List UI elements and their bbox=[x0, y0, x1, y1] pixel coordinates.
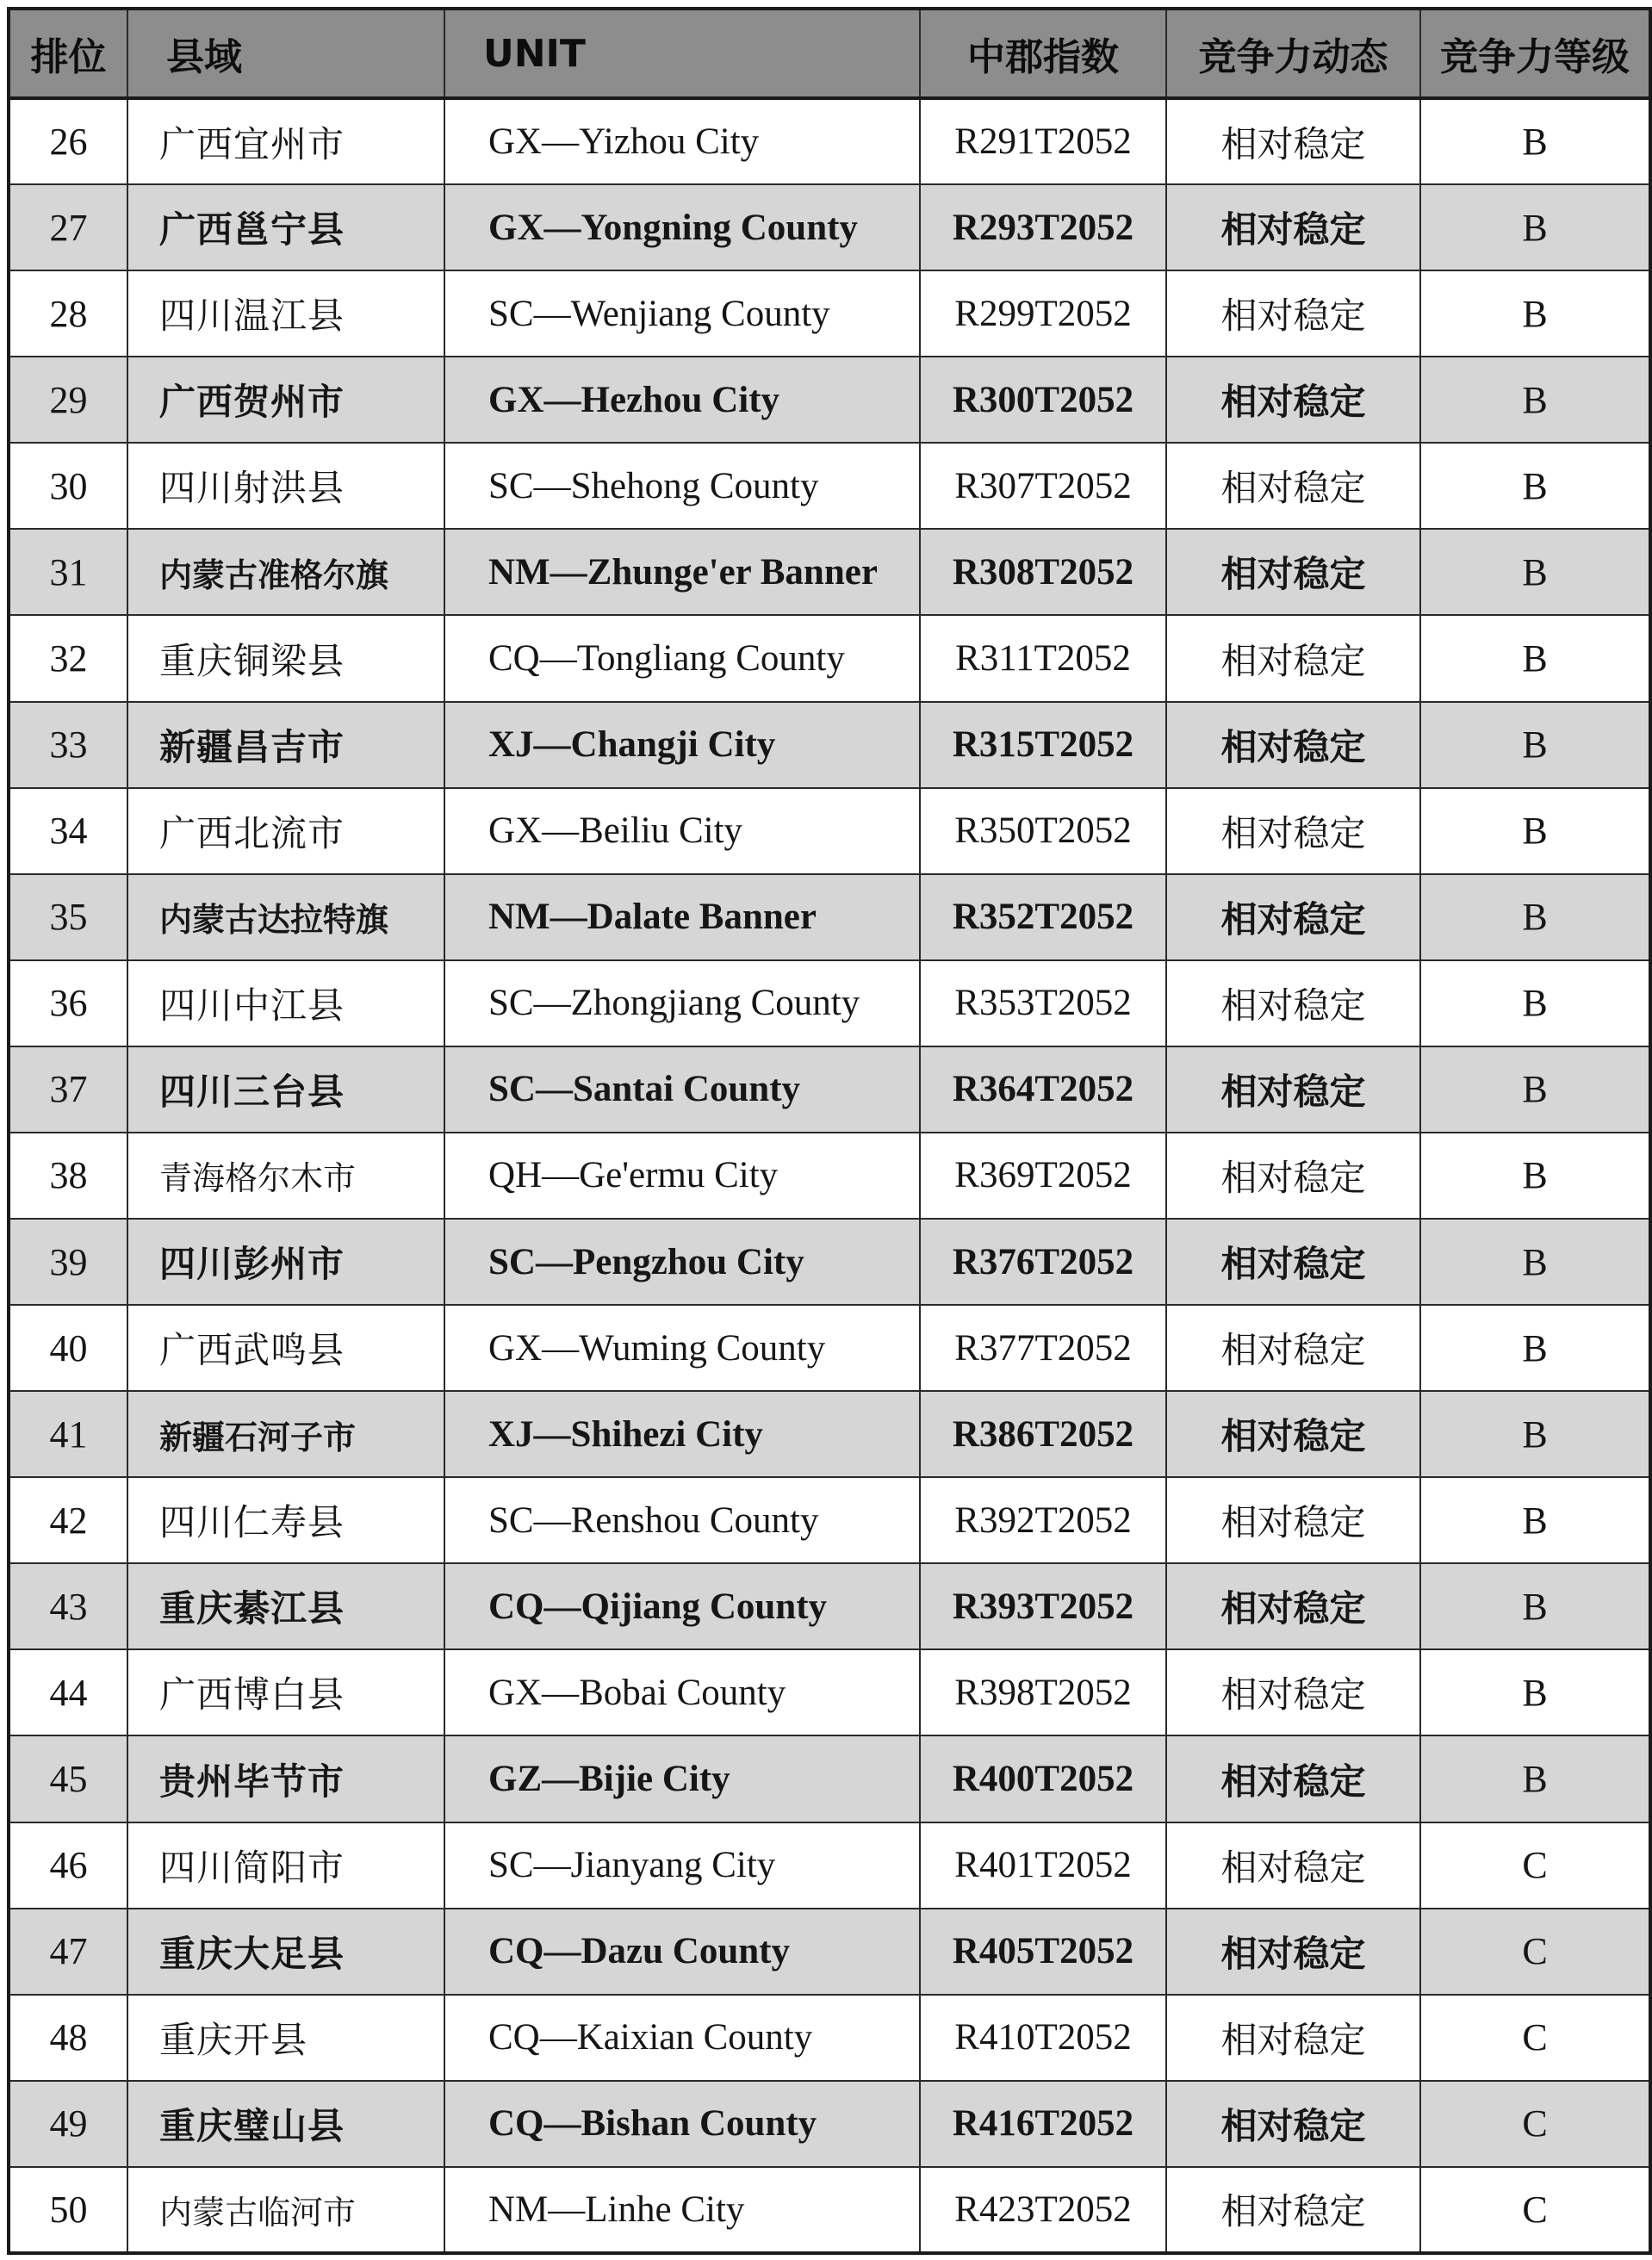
county-cell: 四川仁寿县 bbox=[127, 1477, 444, 1563]
grade-cell: B bbox=[1420, 443, 1650, 529]
rank-cell: 34 bbox=[9, 788, 127, 874]
table-row bbox=[9, 1995, 1650, 2081]
dynamic-cell: 相对稳定 bbox=[1166, 874, 1420, 960]
index-cell: R353T2052 bbox=[920, 960, 1166, 1046]
index-cell: R393T2052 bbox=[920, 1563, 1166, 1649]
unit-cell: SC—Renshou County bbox=[444, 1477, 920, 1563]
rank-cell: 29 bbox=[9, 357, 127, 443]
table-row bbox=[9, 788, 1650, 874]
rank-cell: 31 bbox=[9, 529, 127, 615]
unit-cell: GX—Yizhou City bbox=[444, 98, 920, 184]
unit-cell: CQ—Tongliang County bbox=[444, 615, 920, 701]
table-row bbox=[9, 529, 1650, 615]
dynamic-cell: 相对稳定 bbox=[1166, 2081, 1420, 2167]
rank-cell: 36 bbox=[9, 960, 127, 1046]
index-cell: R300T2052 bbox=[920, 357, 1166, 443]
ranking-table-page bbox=[7, 7, 1649, 2255]
grade-cell: B bbox=[1420, 1735, 1650, 1822]
rank-cell: 46 bbox=[9, 1822, 127, 1909]
unit-cell: GZ—Bijie City bbox=[444, 1735, 920, 1822]
county-cell: 新疆昌吉市 bbox=[127, 702, 444, 788]
rank-cell: 44 bbox=[9, 1649, 127, 1735]
table-row bbox=[9, 98, 1650, 184]
unit-cell: SC—Pengzhou City bbox=[444, 1219, 920, 1305]
dynamic-cell: 相对稳定 bbox=[1166, 788, 1420, 874]
rank-cell: 33 bbox=[9, 702, 127, 788]
dynamic-cell: 相对稳定 bbox=[1166, 1219, 1420, 1305]
header-dynamic: 竞争力动态 bbox=[1166, 9, 1420, 98]
grade-cell: B bbox=[1420, 702, 1650, 788]
county-cell: 四川简阳市 bbox=[127, 1822, 444, 1909]
unit-cell: CQ—Qijiang County bbox=[444, 1563, 920, 1649]
grade-cell: B bbox=[1420, 1219, 1650, 1305]
grade-cell: B bbox=[1420, 1563, 1650, 1649]
dynamic-cell: 相对稳定 bbox=[1166, 1305, 1420, 1391]
table-row bbox=[9, 357, 1650, 443]
table-row bbox=[9, 702, 1650, 788]
county-cell: 四川射洪县 bbox=[127, 443, 444, 529]
grade-cell: C bbox=[1420, 1822, 1650, 1909]
rank-cell: 43 bbox=[9, 1563, 127, 1649]
grade-cell: C bbox=[1420, 2081, 1650, 2167]
grade-cell: B bbox=[1420, 1046, 1650, 1133]
index-cell: R392T2052 bbox=[920, 1477, 1166, 1563]
dynamic-cell: 相对稳定 bbox=[1166, 1995, 1420, 2081]
county-cell: 广西北流市 bbox=[127, 788, 444, 874]
county-cell: 内蒙古准格尔旗 bbox=[127, 529, 444, 615]
unit-cell: XJ—Shihezi City bbox=[444, 1391, 920, 1477]
dynamic-cell: 相对稳定 bbox=[1166, 1909, 1420, 1995]
rank-cell: 35 bbox=[9, 874, 127, 960]
dynamic-cell: 相对稳定 bbox=[1166, 1822, 1420, 1909]
table-row bbox=[9, 615, 1650, 701]
dynamic-cell: 相对稳定 bbox=[1166, 1649, 1420, 1735]
county-cell: 新疆石河子市 bbox=[127, 1391, 444, 1477]
unit-cell: GX—Yongning County bbox=[444, 184, 920, 270]
rank-cell: 49 bbox=[9, 2081, 127, 2167]
unit-cell: GX—Bobai County bbox=[444, 1649, 920, 1735]
dynamic-cell: 相对稳定 bbox=[1166, 960, 1420, 1046]
unit-cell: XJ—Changji City bbox=[444, 702, 920, 788]
county-cell: 重庆开县 bbox=[127, 1995, 444, 2081]
rank-cell: 32 bbox=[9, 615, 127, 701]
index-cell: R416T2052 bbox=[920, 2081, 1166, 2167]
dynamic-cell: 相对稳定 bbox=[1166, 1133, 1420, 1219]
index-cell: R377T2052 bbox=[920, 1305, 1166, 1391]
header-county: 县域 bbox=[127, 9, 444, 98]
index-cell: R364T2052 bbox=[920, 1046, 1166, 1133]
county-cell: 广西武鸣县 bbox=[127, 1305, 444, 1391]
dynamic-cell: 相对稳定 bbox=[1166, 1563, 1420, 1649]
table-row bbox=[9, 1909, 1650, 1995]
table-row bbox=[9, 874, 1650, 960]
grade-cell: B bbox=[1420, 960, 1650, 1046]
dynamic-cell: 相对稳定 bbox=[1166, 357, 1420, 443]
rank-cell: 39 bbox=[9, 1219, 127, 1305]
index-cell: R423T2052 bbox=[920, 2167, 1166, 2253]
rank-cell: 50 bbox=[9, 2167, 127, 2253]
index-cell: R291T2052 bbox=[920, 98, 1166, 184]
dynamic-cell: 相对稳定 bbox=[1166, 443, 1420, 529]
rank-cell: 42 bbox=[9, 1477, 127, 1563]
index-cell: R293T2052 bbox=[920, 184, 1166, 270]
unit-cell: GX—Beiliu City bbox=[444, 788, 920, 874]
table-row bbox=[9, 1305, 1650, 1391]
county-cell: 广西邕宁县 bbox=[127, 184, 444, 270]
county-ranking-table bbox=[7, 7, 1652, 2255]
dynamic-cell: 相对稳定 bbox=[1166, 702, 1420, 788]
table-row bbox=[9, 1133, 1650, 1219]
unit-cell: NM—Linhe City bbox=[444, 2167, 920, 2253]
grade-cell: B bbox=[1420, 98, 1650, 184]
index-cell: R410T2052 bbox=[920, 1995, 1166, 2081]
table-body bbox=[9, 98, 1650, 2253]
grade-cell: B bbox=[1420, 1305, 1650, 1391]
dynamic-cell: 相对稳定 bbox=[1166, 2167, 1420, 2253]
dynamic-cell: 相对稳定 bbox=[1166, 529, 1420, 615]
table-row bbox=[9, 2081, 1650, 2167]
table-row bbox=[9, 1477, 1650, 1563]
header-rank: 排位 bbox=[9, 9, 127, 98]
table-row bbox=[9, 1649, 1650, 1735]
county-cell: 重庆綦江县 bbox=[127, 1563, 444, 1649]
unit-cell: NM—Dalate Banner bbox=[444, 874, 920, 960]
grade-cell: B bbox=[1420, 357, 1650, 443]
unit-cell: SC—Zhongjiang County bbox=[444, 960, 920, 1046]
rank-cell: 41 bbox=[9, 1391, 127, 1477]
index-cell: R376T2052 bbox=[920, 1219, 1166, 1305]
county-cell: 四川中江县 bbox=[127, 960, 444, 1046]
grade-cell: C bbox=[1420, 1909, 1650, 1995]
index-cell: R299T2052 bbox=[920, 270, 1166, 357]
unit-cell: CQ—Bishan County bbox=[444, 2081, 920, 2167]
index-cell: R315T2052 bbox=[920, 702, 1166, 788]
index-cell: R308T2052 bbox=[920, 529, 1166, 615]
unit-cell: CQ—Kaixian County bbox=[444, 1995, 920, 2081]
rank-cell: 38 bbox=[9, 1133, 127, 1219]
dynamic-cell: 相对稳定 bbox=[1166, 270, 1420, 357]
index-cell: R352T2052 bbox=[920, 874, 1166, 960]
rank-cell: 30 bbox=[9, 443, 127, 529]
rank-cell: 40 bbox=[9, 1305, 127, 1391]
dynamic-cell: 相对稳定 bbox=[1166, 1477, 1420, 1563]
index-cell: R350T2052 bbox=[920, 788, 1166, 874]
rank-cell: 45 bbox=[9, 1735, 127, 1822]
grade-cell: B bbox=[1420, 270, 1650, 357]
dynamic-cell: 相对稳定 bbox=[1166, 615, 1420, 701]
grade-cell: C bbox=[1420, 2167, 1650, 2253]
county-cell: 重庆铜梁县 bbox=[127, 615, 444, 701]
table-row bbox=[9, 1563, 1650, 1649]
grade-cell: C bbox=[1420, 1995, 1650, 2081]
index-cell: R400T2052 bbox=[920, 1735, 1166, 1822]
grade-cell: B bbox=[1420, 184, 1650, 270]
table-row bbox=[9, 1219, 1650, 1305]
index-cell: R386T2052 bbox=[920, 1391, 1166, 1477]
index-cell: R311T2052 bbox=[920, 615, 1166, 701]
grade-cell: B bbox=[1420, 874, 1650, 960]
unit-cell: SC—Wenjiang County bbox=[444, 270, 920, 357]
county-cell: 重庆大足县 bbox=[127, 1909, 444, 1995]
dynamic-cell: 相对稳定 bbox=[1166, 1735, 1420, 1822]
grade-cell: B bbox=[1420, 529, 1650, 615]
county-cell: 贵州毕节市 bbox=[127, 1735, 444, 1822]
table-row bbox=[9, 184, 1650, 270]
index-cell: R369T2052 bbox=[920, 1133, 1166, 1219]
unit-cell: SC—Shehong County bbox=[444, 443, 920, 529]
grade-cell: B bbox=[1420, 1133, 1650, 1219]
unit-cell: GX—Hezhou City bbox=[444, 357, 920, 443]
dynamic-cell: 相对稳定 bbox=[1166, 1391, 1420, 1477]
rank-cell: 28 bbox=[9, 270, 127, 357]
dynamic-cell: 相对稳定 bbox=[1166, 98, 1420, 184]
table-row bbox=[9, 960, 1650, 1046]
dynamic-cell: 相对稳定 bbox=[1166, 184, 1420, 270]
county-cell: 广西贺州市 bbox=[127, 357, 444, 443]
rank-cell: 48 bbox=[9, 1995, 127, 2081]
unit-cell: SC—Santai County bbox=[444, 1046, 920, 1133]
county-cell: 广西宜州市 bbox=[127, 98, 444, 184]
header-unit: UNIT bbox=[444, 9, 920, 98]
county-cell: 青海格尔木市 bbox=[127, 1133, 444, 1219]
table-row bbox=[9, 270, 1650, 357]
rank-cell: 37 bbox=[9, 1046, 127, 1133]
unit-cell: GX—Wuming County bbox=[444, 1305, 920, 1391]
grade-cell: B bbox=[1420, 615, 1650, 701]
index-cell: R398T2052 bbox=[920, 1649, 1166, 1735]
county-cell: 内蒙古临河市 bbox=[127, 2167, 444, 2253]
table-header-row bbox=[9, 9, 1650, 98]
rank-cell: 26 bbox=[9, 98, 127, 184]
county-cell: 重庆璧山县 bbox=[127, 2081, 444, 2167]
county-cell: 四川三台县 bbox=[127, 1046, 444, 1133]
header-grade: 竞争力等级 bbox=[1420, 9, 1650, 98]
index-cell: R401T2052 bbox=[920, 1822, 1166, 1909]
table-row bbox=[9, 1735, 1650, 1822]
unit-cell: SC—Jianyang City bbox=[444, 1822, 920, 1909]
county-cell: 四川温江县 bbox=[127, 270, 444, 357]
county-cell: 四川彭州市 bbox=[127, 1219, 444, 1305]
table-row bbox=[9, 2167, 1650, 2253]
grade-cell: B bbox=[1420, 1391, 1650, 1477]
table-row bbox=[9, 1046, 1650, 1133]
index-cell: R307T2052 bbox=[920, 443, 1166, 529]
county-cell: 内蒙古达拉特旗 bbox=[127, 874, 444, 960]
grade-cell: B bbox=[1420, 1649, 1650, 1735]
header-index: 中郡指数 bbox=[920, 9, 1166, 98]
table-row bbox=[9, 1391, 1650, 1477]
table-row bbox=[9, 1822, 1650, 1909]
rank-cell: 27 bbox=[9, 184, 127, 270]
unit-cell: QH—Ge'ermu City bbox=[444, 1133, 920, 1219]
rank-cell: 47 bbox=[9, 1909, 127, 1995]
unit-cell: NM—Zhunge'er Banner bbox=[444, 529, 920, 615]
index-cell: R405T2052 bbox=[920, 1909, 1166, 1995]
unit-cell: CQ—Dazu County bbox=[444, 1909, 920, 1995]
grade-cell: B bbox=[1420, 1477, 1650, 1563]
table-row bbox=[9, 443, 1650, 529]
county-cell: 广西博白县 bbox=[127, 1649, 444, 1735]
grade-cell: B bbox=[1420, 788, 1650, 874]
dynamic-cell: 相对稳定 bbox=[1166, 1046, 1420, 1133]
